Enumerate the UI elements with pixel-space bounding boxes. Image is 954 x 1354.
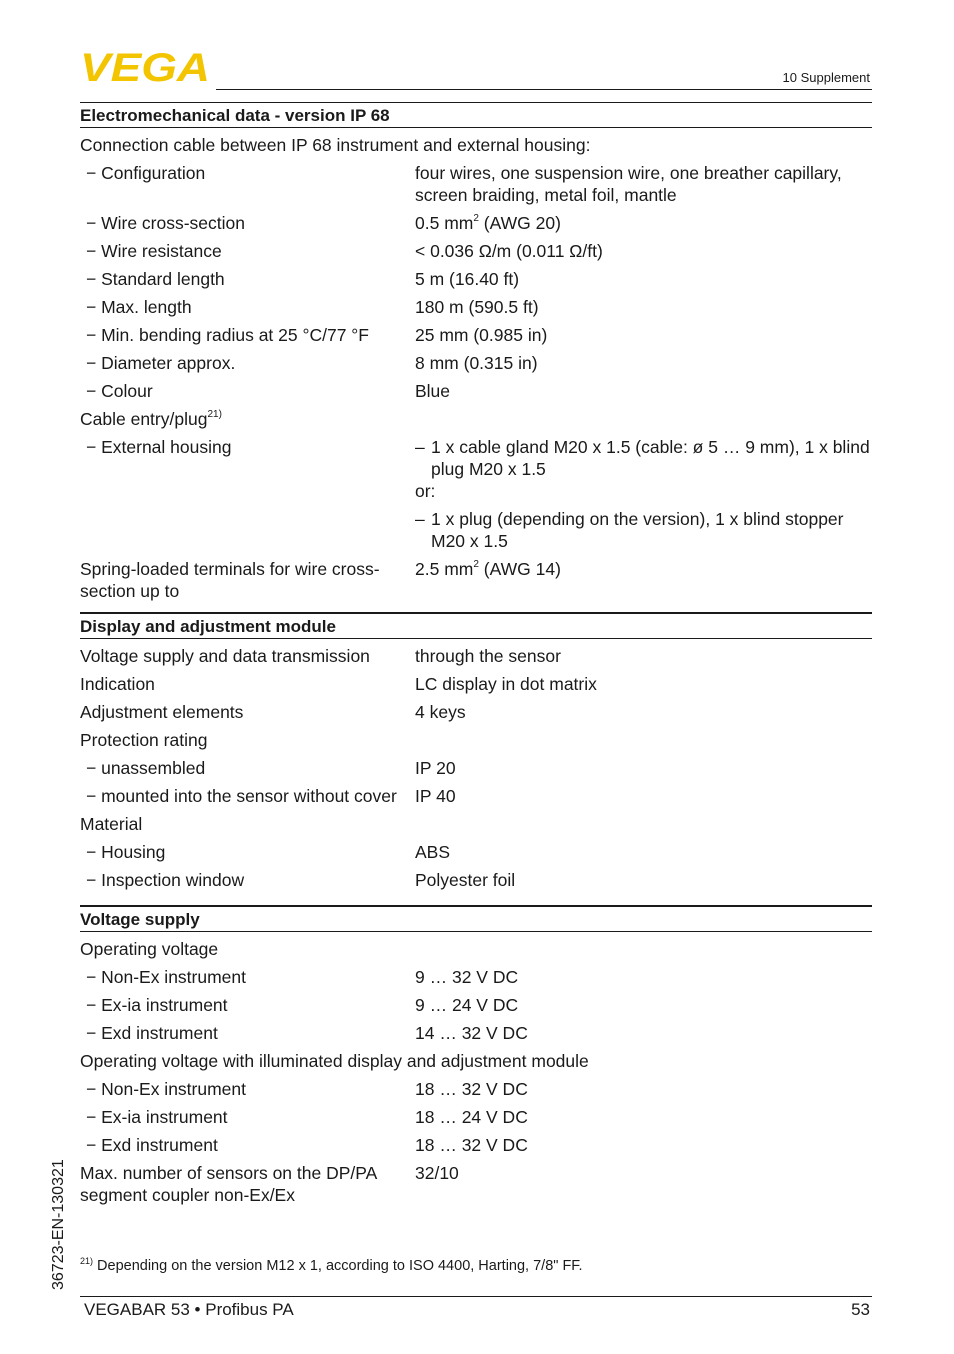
spec-value: 9 … 32 V DC <box>415 967 519 987</box>
spec-row <box>80 134 872 156</box>
spec-label: − Non-Ex instrument <box>80 1078 415 1100</box>
spec-label: − Ex-ia instrument <box>80 994 415 1016</box>
spec-label: Material <box>80 814 143 834</box>
svg-text:VEGA: VEGA <box>80 50 210 84</box>
spec-value: 9 … 24 V DC <box>415 995 519 1015</box>
spec-value: Polyester foil <box>415 870 516 890</box>
spec-value: IP 20 <box>415 758 456 778</box>
spec-value: 18 … 32 V DC <box>415 1135 528 1155</box>
spec-value: LC display in dot matrix <box>415 674 597 694</box>
spec-label: Voltage supply and data transmission <box>80 646 370 666</box>
spec-row <box>80 1106 872 1128</box>
spec-value: ABS <box>415 842 451 862</box>
spec-value: < 0.036 Ω/m (0.011 Ω/ft) <box>415 241 603 261</box>
spec-label: − Standard length <box>80 268 415 290</box>
spec-label: − Wire cross-section <box>80 212 415 234</box>
spec-row <box>80 938 872 960</box>
spec-value: 18 … 24 V DC <box>415 1107 528 1127</box>
footnote <box>80 1256 583 1274</box>
spec-label: − Non-Ex instrument <box>80 966 415 988</box>
spec-value: 25 mm (0.985 in) <box>415 325 548 345</box>
page-number: 53 <box>851 1300 870 1319</box>
spec-value: 5 m (16.40 ft) <box>415 269 520 289</box>
spec-label: − Diameter approx. <box>80 352 415 374</box>
spec-value: 2.5 $mm^2$ (AWG 14) <box>415 559 561 579</box>
footer-product: VEGABAR 53 • Profibus PA <box>84 1300 294 1319</box>
spec-row <box>80 324 872 346</box>
spec-value: 0.5 $mm^2$ (AWG 20) <box>415 213 561 233</box>
spec-row <box>80 841 872 863</box>
spec-label: − Configuration <box>80 162 415 206</box>
spec-row <box>80 729 872 751</box>
spec-row <box>80 380 872 402</box>
spec-row <box>80 558 872 602</box>
spec-label: − External housing <box>80 436 415 552</box>
header-section-label: 10 Supplement <box>782 70 870 85</box>
spec-value: Blue <box>415 381 451 401</box>
spec-label: − Inspection window <box>80 869 415 891</box>
spec-value: 18 … 32 V DC <box>415 1079 528 1099</box>
spec-row <box>80 1162 872 1206</box>
spec-label: Protection rating <box>80 730 208 750</box>
footer-rule <box>80 1296 872 1297</box>
spec-content <box>80 102 872 1206</box>
spec-row <box>80 268 872 290</box>
section-title-voltage: Voltage supply <box>80 905 872 932</box>
spec-row <box>80 813 872 835</box>
spec-value: 180 m (590.5 ft) <box>415 297 539 317</box>
vega-logo <box>80 50 212 84</box>
footnote-text: Depending on the version M12 x 1, according to ISO 4400, Harting, 7/8" FF. <box>97 1258 583 1274</box>
header-rule <box>216 89 872 90</box>
spec-value: 4 keys <box>415 702 466 722</box>
spec-label: − Max. length <box>80 296 415 318</box>
spec-label: − Colour <box>80 380 415 402</box>
spec-row <box>80 966 872 988</box>
spec-label: Spring-loaded terminals for wire cross-section up to <box>80 559 380 601</box>
spec-label: Operating voltage with illuminated display and adjustment module <box>80 1051 589 1071</box>
spec-label: − Exd instrument <box>80 1022 415 1044</box>
spec-row <box>80 1022 872 1044</box>
spec-row <box>80 352 872 374</box>
spec-value: four wires, one suspension wire, one breather capillary, screen braiding, metal foil, mantle <box>415 163 842 205</box>
spec-value: through the sensor <box>415 646 561 666</box>
spec-label: Adjustment elements <box>80 702 244 722</box>
spec-row <box>80 1078 872 1100</box>
spec-row <box>80 408 872 430</box>
spec-value: 32/10 <box>415 1163 459 1183</box>
spec-row <box>80 869 872 891</box>
spec-label: − Exd instrument <box>80 1134 415 1156</box>
spec-row <box>80 162 872 206</box>
spec-row <box>80 994 872 1016</box>
section-title-display: Display and adjustment module <box>80 612 872 639</box>
spec-row <box>80 212 872 234</box>
spec-row <box>80 645 872 667</box>
spec-value <box>415 436 872 552</box>
spec-label: Operating voltage <box>80 939 219 959</box>
list-item: – 1 x plug (depending on the version), 1 x blind stopper M20 x 1.5 <box>415 509 844 551</box>
spec-row <box>80 436 872 552</box>
document-code: 36723-EN-130321 <box>50 1159 67 1290</box>
spec-label: Max. number of sensors on the DP/PA segment coupler non-Ex/Ex <box>80 1163 377 1205</box>
spec-label: − unassembled <box>80 757 415 779</box>
spec-value: 8 mm (0.315 in) <box>415 353 538 373</box>
spec-row <box>80 1050 872 1072</box>
spec-label: Indication <box>80 674 155 694</box>
cable-entry-label: Cable entry/plug$^{21)}$ <box>80 409 222 429</box>
footnote-mark: 21) <box>80 1256 94 1266</box>
spec-label: − Min. bending radius at 25 °C/77 °F <box>80 324 415 346</box>
spec-label: − Housing <box>80 841 415 863</box>
spec-row <box>80 240 872 262</box>
list-item: – 1 x cable gland M20 x 1.5 (cable: ø 5 … 9 mm), 1 x blind plug M20 x 1.5 <box>415 437 870 479</box>
or-text: or: <box>415 481 436 501</box>
spec-row <box>80 673 872 695</box>
spec-row <box>80 785 872 807</box>
spec-label: − Wire resistance <box>80 240 415 262</box>
spec-value: 14 … 32 V DC <box>415 1023 528 1043</box>
spec-row <box>80 1134 872 1156</box>
spec-value: IP 40 <box>415 786 456 806</box>
intro-text: Connection cable between IP 68 instrument and external housing: <box>80 135 591 155</box>
spec-row <box>80 757 872 779</box>
spec-row <box>80 296 872 318</box>
section-title-electromech: Electromechanical data - version IP 68 <box>80 102 872 128</box>
spec-row <box>80 701 872 723</box>
spec-label: − mounted into the sensor without cover <box>80 785 415 807</box>
spec-label: − Ex-ia instrument <box>80 1106 415 1128</box>
